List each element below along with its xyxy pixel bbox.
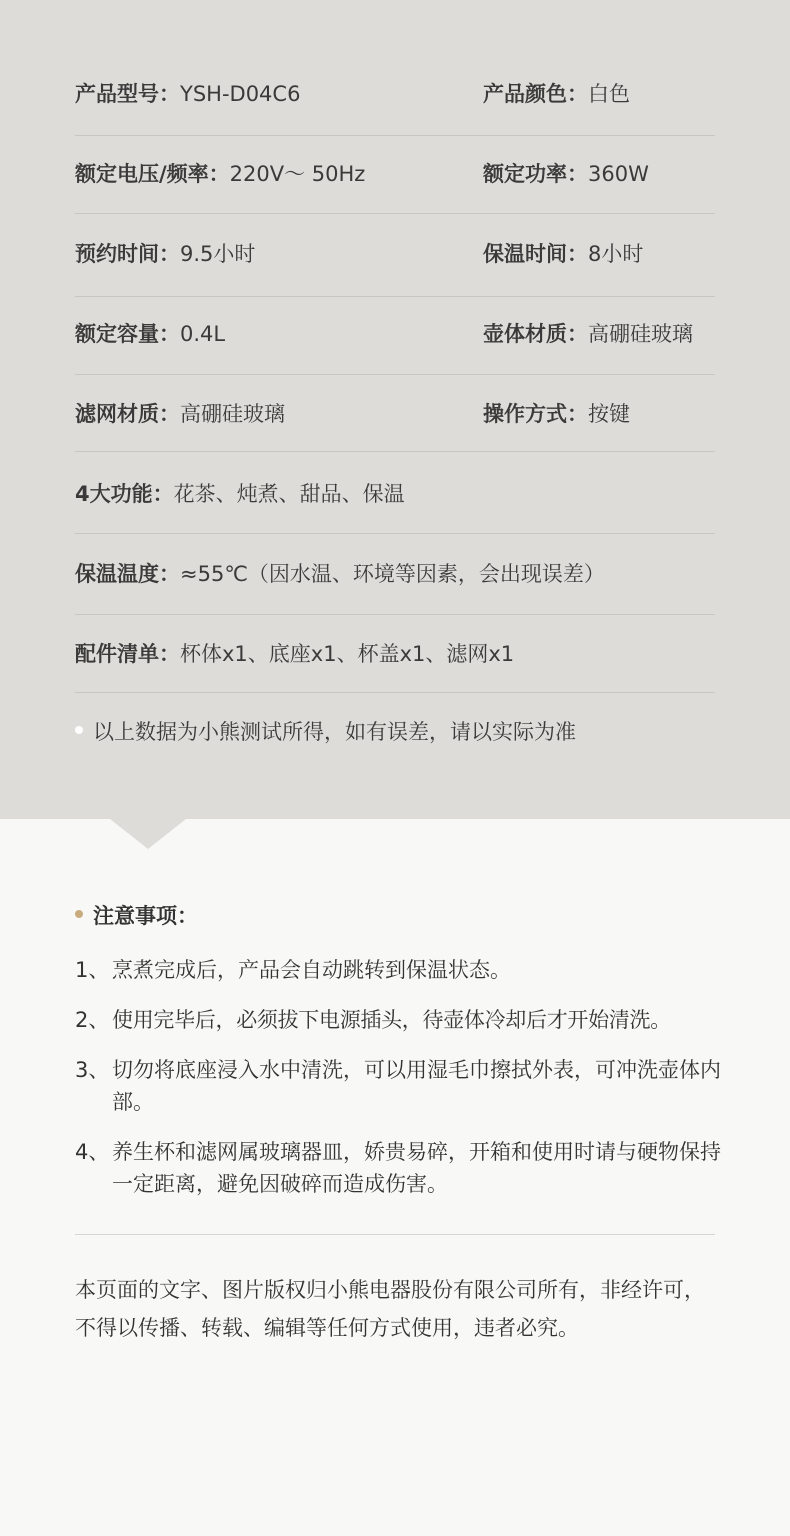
divider	[75, 213, 715, 214]
spec-operation	[483, 400, 630, 428]
spec-value: 按键	[588, 402, 630, 426]
spec-label: 预约时间：	[75, 242, 180, 266]
spec-label: 保温时间：	[483, 242, 588, 266]
copyright-text: 本页面的文字、图片版权归小熊电器股份有限公司所有，非经许可，不得以传播、转载、编辑等任何方式使用，违者必究。	[75, 1278, 705, 1340]
spec-value: 白色	[588, 82, 630, 106]
spec-filter-material	[75, 400, 285, 428]
notice-item	[75, 1054, 735, 1118]
bullet-icon	[75, 910, 83, 918]
notice-title-text: 注意事项：	[93, 904, 198, 928]
divider	[75, 374, 715, 375]
spec-value: 高硼硅玻璃	[588, 322, 693, 346]
notice-item-text: 切勿将底座浸入水中清洗，可以用湿毛巾擦拭外表，可冲洗壶体内部。	[112, 1058, 721, 1114]
divider	[75, 1234, 715, 1235]
spec-value: 杯体x1、底座x1、杯盖x1、滤网x1	[180, 642, 515, 666]
spec-label: 壶体材质：	[483, 322, 588, 346]
spec-value: 花茶、炖煮、甜品、保温	[173, 482, 405, 506]
spec-power	[483, 160, 649, 188]
notice-title	[75, 901, 198, 931]
spec-label: 额定功率：	[483, 162, 588, 186]
spec-voltage	[75, 160, 365, 188]
notice-item-text: 烹煮完成后，产品会自动跳转到保温状态。	[112, 958, 511, 982]
notice-item-text: 养生杯和滤网属玻璃器皿，娇贵易碎，开箱和使用时请与硬物保持一定距离，避免因破碎而造成伤害。	[112, 1140, 721, 1196]
spec-label: 4大功能：	[75, 482, 174, 506]
divider	[75, 692, 715, 693]
spec-keep-warm-temp	[75, 560, 605, 588]
spec-value: 360W	[588, 162, 649, 186]
divider	[75, 614, 715, 615]
notice-item	[75, 1004, 745, 1036]
spec-value: ≈55℃（因水温、环境等因素，会出现误差）	[180, 562, 605, 586]
notice-item-text: 使用完毕后，必须拔下电源插头，待壶体冷却后才开始清洗。	[112, 1008, 671, 1032]
spec-label: 产品颜色：	[483, 82, 588, 106]
down-arrow-pointer	[110, 819, 186, 849]
divider	[75, 296, 715, 297]
spec-label: 配件清单：	[75, 642, 180, 666]
spec-value: 0.4L	[180, 322, 226, 346]
spec-color	[483, 80, 630, 108]
spec-label: 滤网材质：	[75, 402, 180, 426]
spec-accessories	[75, 640, 514, 668]
spec-functions	[75, 480, 405, 508]
spec-capacity	[75, 320, 225, 348]
spec-note	[75, 717, 576, 747]
spec-body-material	[483, 320, 693, 348]
spec-label: 产品型号：	[75, 82, 180, 106]
notice-item-number: 1、	[75, 958, 110, 982]
divider	[75, 451, 715, 452]
spec-value: 8小时	[588, 242, 644, 266]
spec-reservation-time	[75, 240, 255, 268]
divider	[75, 533, 715, 534]
divider	[75, 135, 715, 136]
spec-model	[75, 80, 300, 108]
notice-item-number: 3、	[75, 1058, 110, 1082]
bullet-icon	[75, 726, 83, 734]
notice-item-number: 2、	[75, 1008, 110, 1032]
spec-label: 保温温度：	[75, 562, 180, 586]
spec-value: 高硼硅玻璃	[180, 402, 285, 426]
spec-note-text: 以上数据为小熊测试所得，如有误差，请以实际为准	[93, 720, 576, 744]
spec-label: 额定容量：	[75, 322, 180, 346]
notice-item	[75, 1136, 735, 1200]
spec-keep-warm-time	[483, 240, 643, 268]
spec-value: YSH-D04C6	[180, 82, 301, 106]
notice-item	[75, 954, 735, 986]
spec-label: 操作方式：	[483, 402, 588, 426]
spec-label: 额定电压/频率：	[75, 162, 230, 186]
notice-item-number: 4、	[75, 1140, 110, 1164]
spec-value: 220V～ 50Hz	[229, 162, 366, 186]
spec-value: 9.5小时	[180, 242, 256, 266]
